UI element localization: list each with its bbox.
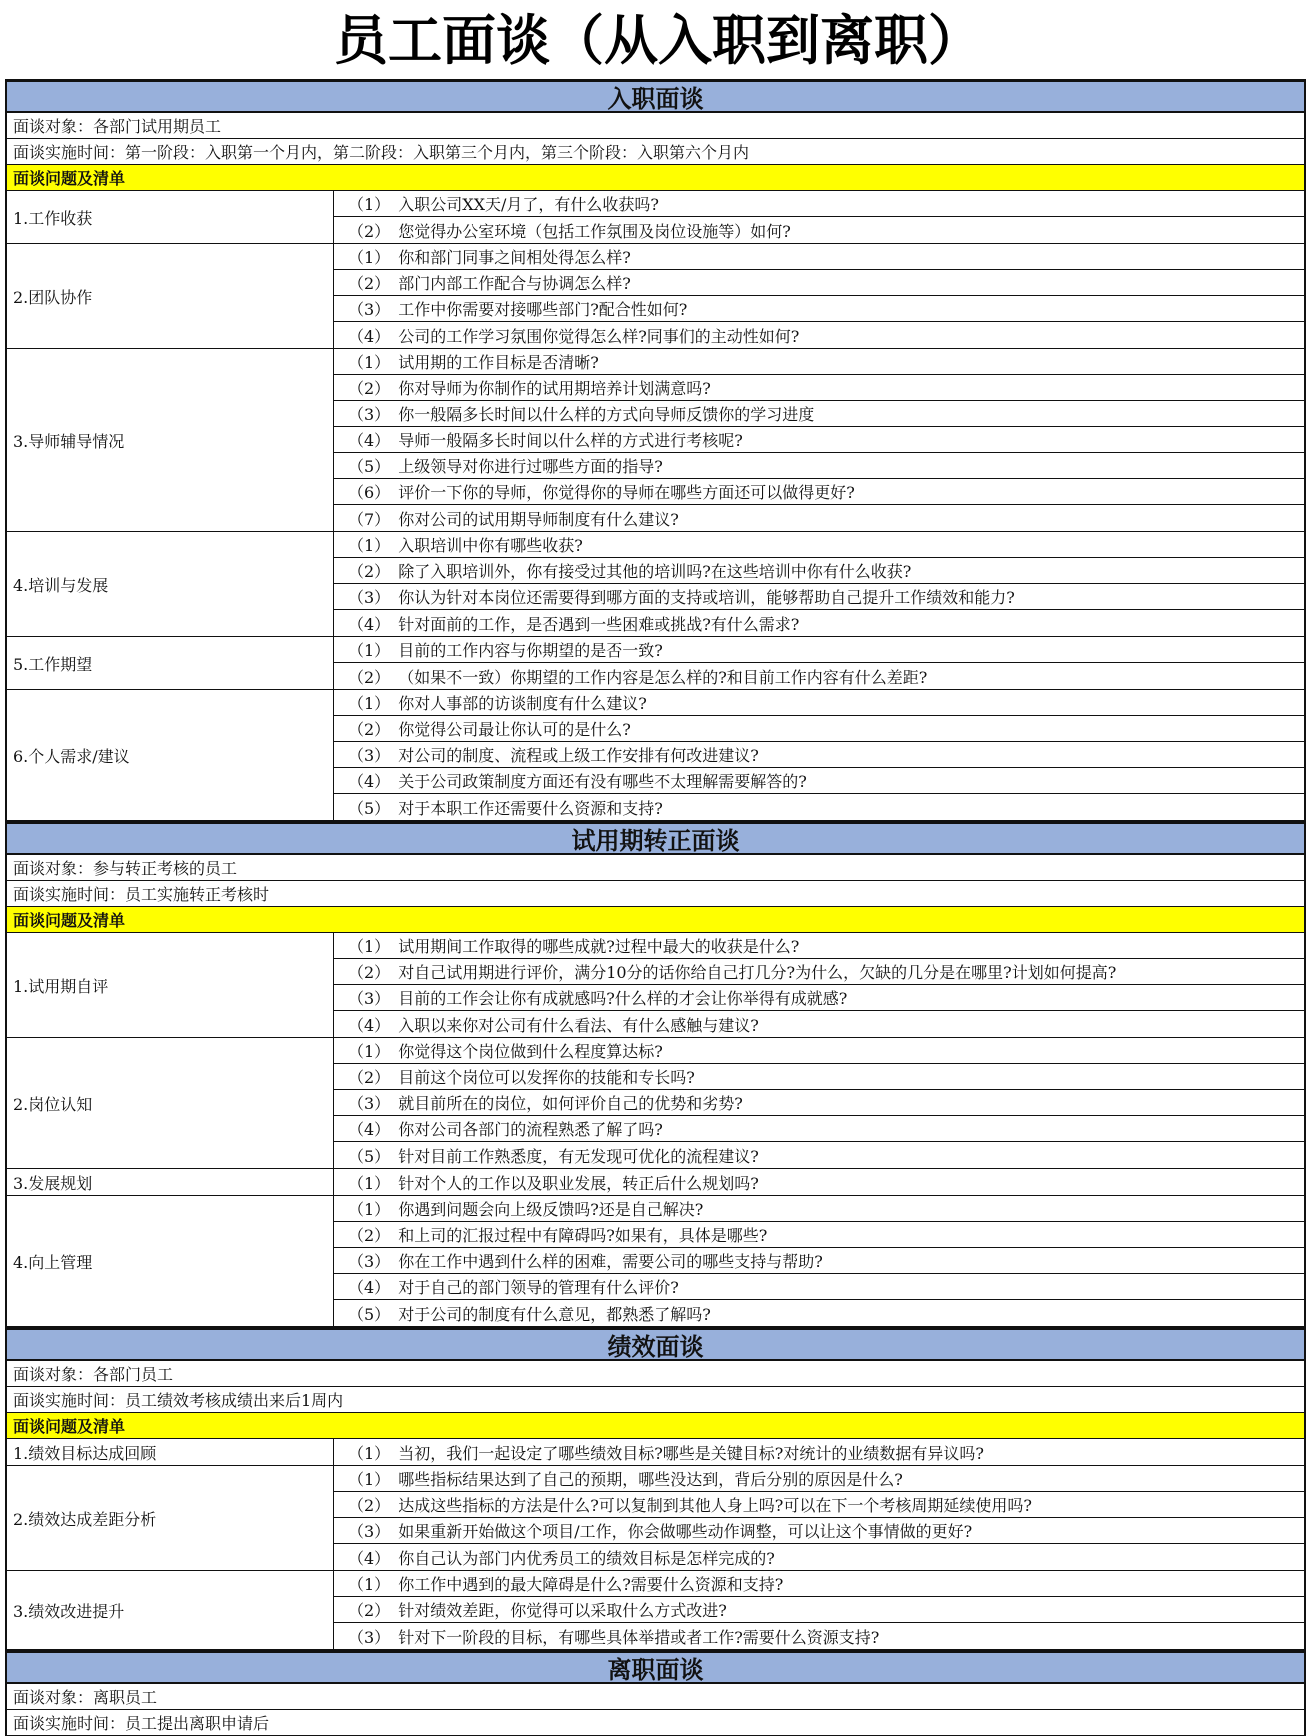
question-group <box>5 690 1306 821</box>
question-row <box>334 296 1304 322</box>
question-row <box>334 1169 1304 1195</box>
question-group <box>5 1196 1306 1327</box>
question-list <box>334 191 1304 243</box>
question-text: 对于公司的制度有什么意见，都熟悉了解吗? <box>398 1304 711 1324</box>
question-category: 2.绩效达成差距分析 <box>7 1466 334 1570</box>
question-number: （1） <box>348 1042 391 1061</box>
question-row <box>334 959 1304 985</box>
question-category: 2.团队协作 <box>7 244 334 348</box>
question-number: （3） <box>348 746 391 765</box>
question-text: 上级领导对你进行过哪些方面的指导? <box>398 457 663 476</box>
question-group <box>5 191 1306 244</box>
question-row <box>334 322 1304 348</box>
question-number: （1） <box>348 353 391 372</box>
question-text: 你对导师为你制作的试用期培养计划满意吗? <box>398 379 711 398</box>
question-text: 您觉得办公室环境（包括工作氛围及岗位设施等）如何? <box>398 221 791 241</box>
question-text: 针对个人的工作以及职业发展，转正后什么规划吗? <box>398 1173 759 1193</box>
interview-time: 面谈实施时间：第一阶段：入职第一个月内，第二阶段：入职第三个月内，第三个阶段：入职第六个月内 <box>5 139 1306 165</box>
question-text: 你对人事部的访谈制度有什么建议? <box>398 694 647 713</box>
section-heading: 离职面谈 <box>5 1650 1306 1684</box>
question-text: 除了入职培训外，你有接受过其他的培训吗?在这些培训中你有什么收获? <box>398 562 912 581</box>
question-row <box>334 505 1304 531</box>
question-row <box>334 1623 1304 1649</box>
question-group <box>5 1169 1306 1196</box>
question-row <box>334 1222 1304 1248</box>
question-number: （3） <box>348 1627 391 1647</box>
question-number: （4） <box>348 1120 391 1139</box>
question-group <box>5 637 1306 690</box>
question-row <box>334 1064 1304 1090</box>
question-list <box>334 1466 1304 1570</box>
question-row <box>334 453 1304 479</box>
question-row <box>334 532 1304 558</box>
question-list <box>334 532 1304 636</box>
question-number: （1） <box>348 195 391 214</box>
question-text: 目前的工作内容与你期望的是否一致? <box>398 641 663 660</box>
question-row <box>334 191 1304 217</box>
question-text: 你工作中遇到的最大障碍是什么?需要什么资源和支持? <box>398 1575 784 1594</box>
interview-target: 面谈对象：离职员工 <box>5 1684 1306 1710</box>
question-text: 你遇到问题会向上级反馈吗?还是自己解决? <box>398 1200 704 1219</box>
question-list <box>334 637 1304 689</box>
question-number: （2） <box>348 1226 391 1245</box>
question-row <box>334 716 1304 742</box>
question-number: （3） <box>348 989 391 1008</box>
interview-target: 面谈对象：各部门试用期员工 <box>5 113 1306 139</box>
question-number: （2） <box>348 221 391 241</box>
question-number: （6） <box>348 483 391 502</box>
question-text: 当初，我们一起设定了哪些绩效目标?哪些是关键目标?对统计的业绩数据有异议吗? <box>398 1443 984 1463</box>
question-number: （1） <box>348 1443 391 1463</box>
question-row <box>334 270 1304 296</box>
question-row <box>334 768 1304 794</box>
question-group <box>5 933 1306 1038</box>
question-row <box>334 742 1304 768</box>
question-number: （2） <box>348 562 391 581</box>
question-list <box>334 690 1304 820</box>
question-text: 入职培训中你有哪些收获? <box>398 536 583 555</box>
question-number: （2） <box>348 1601 391 1620</box>
question-number: （4） <box>348 431 391 450</box>
question-row <box>334 1090 1304 1116</box>
question-number: （4） <box>348 326 391 346</box>
question-text: 公司的工作学习氛围你觉得怎么样?同事们的主动性如何? <box>398 326 800 346</box>
question-row <box>334 558 1304 584</box>
question-row <box>334 1142 1304 1168</box>
question-row <box>334 1518 1304 1544</box>
question-category: 2.岗位认知 <box>7 1038 334 1168</box>
question-number: （1） <box>348 1575 391 1594</box>
question-number: （2） <box>348 720 391 739</box>
question-number: （2） <box>348 963 391 982</box>
question-row <box>334 1492 1304 1518</box>
question-group <box>5 349 1306 532</box>
question-text: 对自己试用期进行评价，满分10分的话你给自己打几分?为什么，欠缺的几分是在哪里?计划如何提高? <box>398 963 1117 982</box>
question-text: 你对公司各部门的流程熟悉了解了吗? <box>398 1120 663 1139</box>
question-list-header: 面谈问题及清单 <box>5 1413 1306 1439</box>
question-category: 5.工作期望 <box>7 637 334 689</box>
question-number: （5） <box>348 457 391 476</box>
question-list-header: 面谈问题及清单 <box>5 907 1306 933</box>
question-category: 3.发展规划 <box>7 1169 334 1195</box>
question-text: 导师一般隔多长时间以什么样的方式进行考核呢? <box>398 431 743 450</box>
question-text: 你觉得公司最让你认可的是什么? <box>398 720 631 739</box>
question-number: （4） <box>348 614 391 634</box>
question-list <box>334 244 1304 348</box>
question-number: （3） <box>348 300 391 319</box>
page-title: 员工面谈（从入职到离职） <box>334 9 982 72</box>
question-row <box>334 401 1304 427</box>
question-text: （如果不一致）你期望的工作内容是怎么样的?和目前工作内容有什么差距? <box>398 667 928 687</box>
question-number: （1） <box>348 937 391 956</box>
question-row <box>334 479 1304 505</box>
question-number: （2） <box>348 1496 391 1515</box>
question-group <box>5 1038 1306 1169</box>
question-row <box>334 985 1304 1011</box>
question-row <box>334 690 1304 716</box>
question-number: （2） <box>348 1068 391 1087</box>
question-list <box>334 1196 1304 1326</box>
question-number: （1） <box>348 536 391 555</box>
question-category: 4.培训与发展 <box>7 532 334 636</box>
question-row <box>334 349 1304 375</box>
interview-table <box>5 79 1306 1736</box>
question-list <box>334 1571 1304 1649</box>
question-row <box>334 427 1304 453</box>
question-row <box>334 1011 1304 1037</box>
question-row <box>334 1439 1304 1465</box>
question-number: （7） <box>348 509 391 529</box>
interview-target: 面谈对象：参与转正考核的员工 <box>5 855 1306 881</box>
question-text: 工作中你需要对接哪些部门?配合性如何? <box>398 300 688 319</box>
question-list <box>334 1439 1304 1465</box>
question-category: 1.工作收获 <box>7 191 334 243</box>
section-heading: 试用期转正面谈 <box>5 821 1306 855</box>
interview-time: 面谈实施时间：员工实施转正考核时 <box>5 881 1306 907</box>
question-text: 对公司的制度、流程或上级工作安排有何改进建议? <box>398 746 759 765</box>
question-number: （1） <box>348 1470 391 1489</box>
question-group <box>5 1466 1306 1571</box>
question-text: 对于自己的部门领导的管理有什么评价? <box>398 1278 679 1297</box>
question-row <box>334 663 1304 689</box>
question-row <box>334 1544 1304 1570</box>
question-number: （2） <box>348 274 391 293</box>
question-text: 对于本职工作还需要什么资源和支持? <box>398 798 663 818</box>
question-text: 你在工作中遇到什么样的困难，需要公司的哪些支持与帮助? <box>398 1252 823 1271</box>
question-number: （3） <box>348 588 391 607</box>
question-group <box>5 1571 1306 1650</box>
section-heading: 绩效面谈 <box>5 1327 1306 1361</box>
question-text: 针对面前的工作，是否遇到一些困难或挑战?有什么需求? <box>398 614 800 634</box>
question-row <box>334 1196 1304 1222</box>
question-text: 部门内部工作配合与协调怎么样? <box>398 274 631 293</box>
question-number: （3） <box>348 1522 391 1541</box>
interview-time: 面谈实施时间：员工提出离职申请后 <box>5 1710 1306 1736</box>
question-number: （1） <box>348 641 391 660</box>
question-text: 你一般隔多长时间以什么样的方式向导师反馈你的学习进度 <box>398 405 815 424</box>
question-text: 你认为针对本岗位还需要得到哪方面的支持或培训，能够帮助自己提升工作绩效和能力? <box>398 588 1015 607</box>
question-category: 1.绩效目标达成回顾 <box>7 1439 334 1465</box>
question-text: 针对下一阶段的目标，有哪些具体举措或者工作?需要什么资源支持? <box>398 1627 880 1647</box>
question-group <box>5 244 1306 349</box>
question-category: 4.向上管理 <box>7 1196 334 1326</box>
question-row <box>334 1038 1304 1064</box>
question-text: 你对公司的试用期导师制度有什么建议? <box>398 509 679 529</box>
question-category: 3.导师辅导情况 <box>7 349 334 531</box>
question-row <box>334 1116 1304 1142</box>
question-row <box>334 375 1304 401</box>
question-number: （1） <box>348 1173 391 1193</box>
question-number: （1） <box>348 694 391 713</box>
question-list <box>334 349 1304 531</box>
question-category: 3.绩效改进提升 <box>7 1571 334 1649</box>
section-heading: 入职面谈 <box>5 79 1306 113</box>
question-number: （3） <box>348 1252 391 1271</box>
question-row <box>334 1274 1304 1300</box>
question-text: 目前这个岗位可以发挥你的技能和专长吗? <box>398 1068 695 1087</box>
question-number: （4） <box>348 1015 391 1035</box>
question-text: 针对目前工作熟悉度，有无发现可优化的流程建议? <box>398 1146 759 1166</box>
question-group <box>5 1439 1306 1466</box>
question-text: 就目前所在的岗位，如何评价自己的优势和劣势? <box>398 1094 743 1113</box>
question-row <box>334 1571 1304 1597</box>
question-text: 针对绩效差距，你觉得可以采取什么方式改进? <box>398 1601 727 1620</box>
question-text: 试用期间工作取得的哪些成就?过程中最大的收获是什么? <box>398 937 800 956</box>
question-text: 哪些指标结果达到了自己的预期，哪些没达到，背后分别的原因是什么? <box>398 1470 903 1489</box>
question-number: （2） <box>348 379 391 398</box>
question-text: 评价一下你的导师，你觉得你的导师在哪些方面还可以做得更好? <box>398 483 855 502</box>
question-row <box>334 637 1304 663</box>
question-text: 如果重新开始做这个项目/工作，你会做哪些动作调整，可以让这个事情做的更好? <box>398 1522 973 1541</box>
question-list-header: 面谈问题及清单 <box>5 165 1306 191</box>
question-list <box>334 1169 1304 1195</box>
question-number: （1） <box>348 248 391 267</box>
question-text: 入职公司XX天/月了，有什么收获吗? <box>398 195 659 214</box>
question-row <box>334 584 1304 610</box>
question-number: （5） <box>348 798 391 818</box>
question-text: 关于公司政策制度方面还有没有哪些不太理解需要解答的? <box>398 772 807 791</box>
question-category: 1.试用期自评 <box>7 933 334 1037</box>
question-text: 和上司的汇报过程中有障碍吗?如果有，具体是哪些? <box>398 1226 768 1245</box>
question-number: （5） <box>348 1304 391 1324</box>
question-row <box>334 1300 1304 1326</box>
question-text: 试用期的工作目标是否清晰? <box>398 353 599 372</box>
question-text: 达成这些指标的方法是什么?可以复制到其他人身上吗?可以在下一个考核周期延续使用吗? <box>398 1496 1032 1515</box>
question-group <box>5 532 1306 637</box>
question-text: 你自己认为部门内优秀员工的绩效目标是怎样完成的? <box>398 1548 775 1568</box>
question-number: （3） <box>348 1094 391 1113</box>
question-number: （4） <box>348 772 391 791</box>
question-row <box>334 794 1304 820</box>
question-row <box>334 1466 1304 1492</box>
question-number: （4） <box>348 1548 391 1568</box>
question-number: （1） <box>348 1200 391 1219</box>
question-row <box>334 244 1304 270</box>
question-row <box>334 1248 1304 1274</box>
question-list <box>334 1038 1304 1168</box>
interview-time: 面谈实施时间：员工绩效考核成绩出来后1周内 <box>5 1387 1306 1413</box>
question-number: （2） <box>348 667 391 687</box>
question-category: 6.个人需求/建议 <box>7 690 334 820</box>
question-text: 目前的工作会让你有成就感吗?什么样的才会让你举得有成就感? <box>398 989 848 1008</box>
question-row <box>334 217 1304 243</box>
question-row <box>334 1597 1304 1623</box>
question-list <box>334 933 1304 1037</box>
question-row <box>334 933 1304 959</box>
question-text: 入职以来你对公司有什么看法、有什么感触与建议? <box>398 1015 759 1035</box>
question-number: （5） <box>348 1146 391 1166</box>
question-number: （3） <box>348 405 391 424</box>
question-row <box>334 610 1304 636</box>
question-text: 你和部门同事之间相处得怎么样? <box>398 248 631 267</box>
question-text: 你觉得这个岗位做到什么程度算达标? <box>398 1042 663 1061</box>
interview-target: 面谈对象：各部门员工 <box>5 1361 1306 1387</box>
question-number: （4） <box>348 1278 391 1297</box>
